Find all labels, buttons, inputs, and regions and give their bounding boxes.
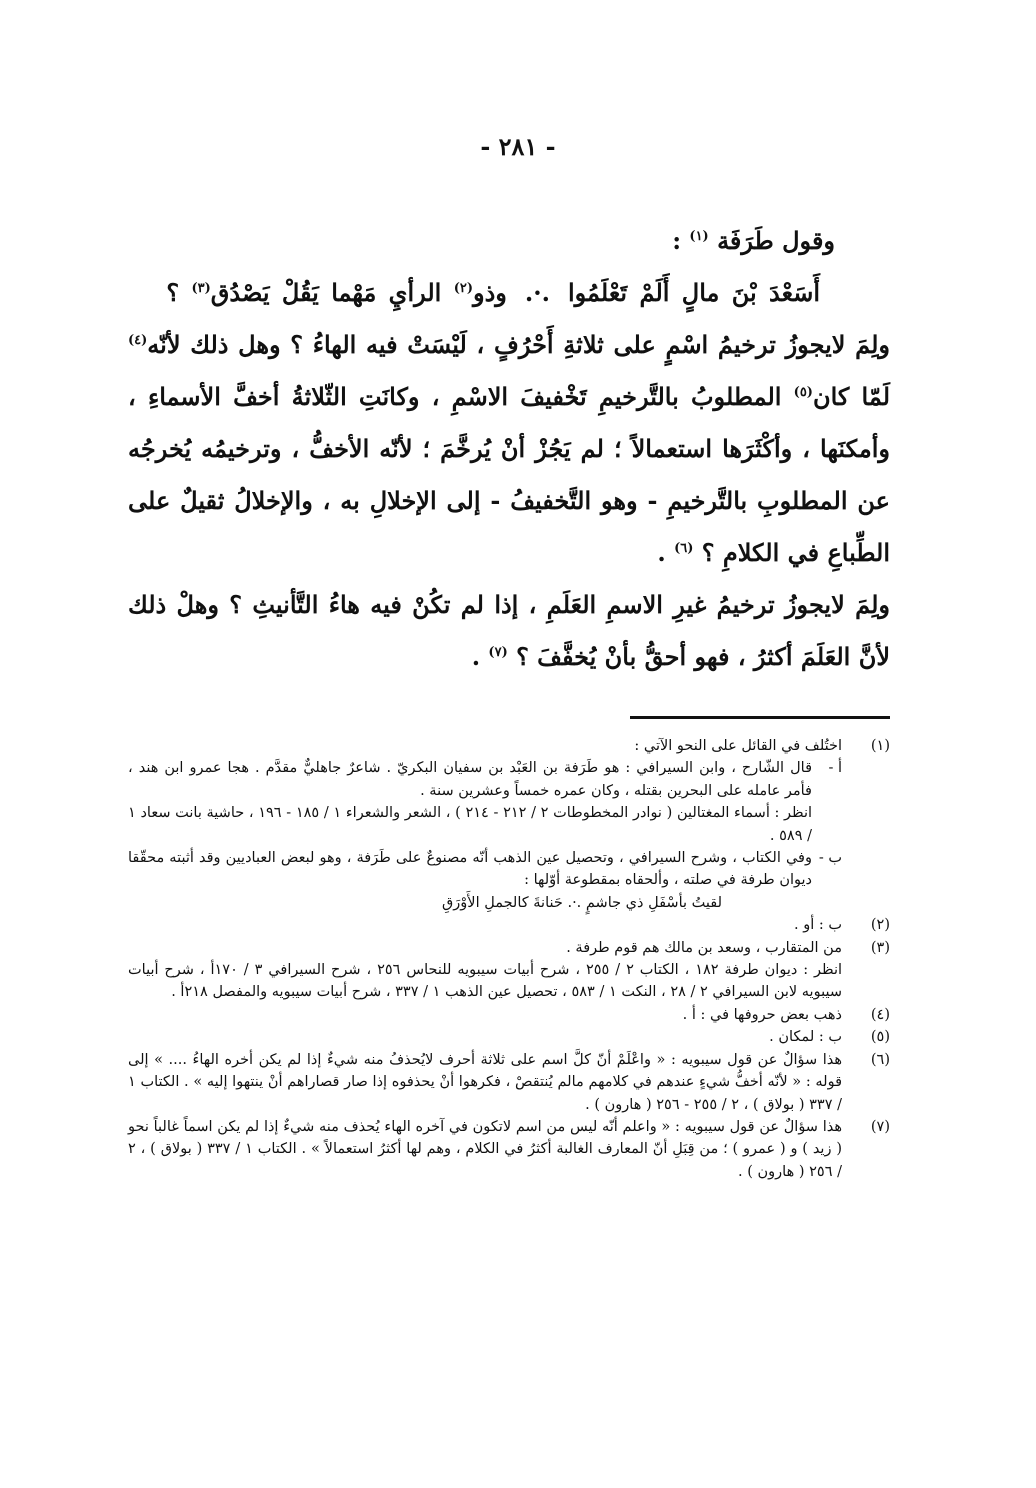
footnote-number: (٥) xyxy=(870,1029,890,1046)
footnote-body: هذا سؤالٌ عن قول سيبويه : « واعْلَمْ أنّ كلَّ اسم على ثلاثة أحرف لايُحذفُ منه شيءٌ إذا لم يكن أخره الهاءُ .... » إلى قوله : « لأنّه أخفُّ شيءٍ عندهم في كلامهم مالم يُنتقصْ ، فكرهوا أنْ يحذفوه إذا صار قصاراهم أنْ ينتهوا إليه » . الكتاب ١ / ٣٣٧ ( بولاق ) ، ٢ / ٢٥٥ - ٢٥٦ ( هارون ) . xyxy=(128,1051,842,1113)
footnote-ref-2: (٢) xyxy=(453,281,474,296)
footnote-number: (٤) xyxy=(870,1006,890,1023)
item-a-text: قال الشّارح ، وابن السيرافي : هو طَرَفة بن العَبْد بن سفيان البكريّ . شاعرٌ جاهليٌّ مقدَّم . هجا عمرو ابن هند ، فأمر عامله على البحرين بقتله ، وكان عمره خمساً وعشرين سنة . xyxy=(128,760,812,799)
verse-second-half-end: الرأيِ مَهْما يَقُلْ يَصْدُق xyxy=(210,278,442,307)
footnote-3 xyxy=(128,937,890,1004)
footnote-body xyxy=(128,735,842,914)
footnote-body: هذا سؤالٌ عن قول سيبويه : « واعلم أنّه ليس من اسم لاتكون في آخره الهاء يُحذف منه شيءٌ إذا لم يكن اسماً غالباً نحو ( زيد ) و ( عمرو ) ؛ من قِبَلِ أنّ المعارف الغالبة أكثرُ في الكلام ، وهم لها أكثرُ استعمالاً » . الكتاب ١ / ٣٣٧ ( بولاق ) ، ٢ / ٢٥٦ ( هارون ) . xyxy=(128,1118,842,1180)
footnote-3-reference: انظر : ديوان طرفة ١٨٢ ، الكتاب ٢ / ٢٥٥ ، شرح أبيات سيبويه للنحاس ٢٥٦ ، شرح السيرافي ٣ / ١٧٠أ ، شرح أبيات سيبويه لابن السيرافي ٢ / ٢٨ ، النكت ١ / ٥٨٣ ، تحصيل عين الذهب ١ / ٣٣٧ ، شرح أبيات سيبويه والمفصل ٢١٨أ . xyxy=(128,962,843,1001)
footnote-6 xyxy=(128,1049,890,1116)
footnote-ref-4: (٤) xyxy=(128,333,148,348)
intro-colon: : xyxy=(672,226,682,255)
footnote-number: (٣) xyxy=(870,939,890,956)
item-b-text: وفي الكتاب ، وشرح السيرافي ، وتحصيل عين الذهب أنّه مصنوعٌ على طَرَفة ، وهو لبعض العباديين وقد أثبته محقّقا ديوان طرفة في صلته ، وألحقاه بمقطوعة أوّلها : xyxy=(128,850,812,889)
footnote-ref-6: (٦) xyxy=(674,541,694,556)
item-b-poem: لقيتُ بأسْفَلِ ذي جاشمٍ .·. حَنانةَ كالجملِ الأَوْرَقِ xyxy=(442,894,722,911)
footnote-2 xyxy=(128,914,890,936)
paragraph-2 xyxy=(128,579,890,683)
footnote-1 xyxy=(128,735,890,914)
intro-line xyxy=(128,215,890,267)
footnote-number: (١) xyxy=(870,738,890,754)
item-b-label: ب - xyxy=(818,850,842,867)
footnote-1-intro: اختُلف في القائل على النحو الآتي : xyxy=(634,738,842,754)
footnote-number: (٧) xyxy=(870,1118,890,1135)
page-number: - ٢٨١ - xyxy=(480,132,556,161)
footnote-ref-5: (٥) xyxy=(793,385,813,400)
paragraph-1 xyxy=(128,319,890,579)
intro-text: وقول طَرَفَة xyxy=(717,226,835,255)
footnote-body: ذهب بعض حروفها في : أ . xyxy=(682,1006,842,1023)
paragraph-1-text-3: المطلوبُ بالتَّرخيمِ تَخْفيفَ الاسْمِ ، وكانَتِ الثّلاثةُ أخفَّ الأسماءِ ، وأمكنَها ، وأكْثَرَها استعمالاً ؛ لم يَجُزْ أنْ يُرخَّمَ ؛ لأنّه الأخفُّ ، وترخيمُه يُخرجُه عن المطلوبِ بالتَّرخيمِ - وهو التَّخفيفُ - إلى الإخلالِ به ، والإخلالُ ثقيلٌ على الطِّباعِ في الكلامِ ؟ xyxy=(128,382,890,567)
main-text xyxy=(128,215,890,683)
footnote-4 xyxy=(128,1004,890,1026)
paragraph-1-end: . xyxy=(657,538,666,567)
item-a-label: أ - xyxy=(828,760,842,777)
paragraph-2-text: ولِمَ لايجوزُ ترخيمُ غيرِ الاسمِ العَلَمِ ، إذا لم تكُنْ فيه هاءُ التَّأنيثِ ؟ وهلْ ذلك لأنَّ العَلَمَ أكثرُ ، فهو أحقُّ بأنْ يُخفَّفَ ؟ xyxy=(128,590,890,671)
footnote-1-item-b xyxy=(128,847,842,914)
footnote-ref-1: (١) xyxy=(689,229,709,244)
footnote-body: ب : أو . xyxy=(793,917,842,934)
footnote-ref-3: (٣) xyxy=(191,281,211,296)
paragraph-2-end: . xyxy=(471,642,481,671)
footnote-body xyxy=(128,937,842,1004)
footnote-divider xyxy=(630,716,890,719)
verse-question-mark: ؟ xyxy=(166,278,180,307)
verse-second-half-start: وذو xyxy=(473,278,507,307)
footnote-1-item-a xyxy=(128,757,842,847)
footnote-7 xyxy=(128,1116,890,1183)
footnotes xyxy=(128,735,890,1183)
paragraph-1-text: ولِمَ لايجوزُ ترخيمُ اسْمٍ على ثلاثةِ أَحْرُفٍ ، لَيْسَتْ فيه الهاءُ ؟ وهل ذلك لأنّه xyxy=(147,330,890,359)
verse-separator: .·. xyxy=(524,278,550,307)
footnote-body: ب : لمكان . xyxy=(769,1029,842,1046)
item-a-reference: انظر : أسماء المغتالين ( نوادر المخطوطات ٢ / ٢١٢ - ٢١٤ ) ، الشعر والشعراء ١ / ١٨٥ - ١٩٦ ، حاشية بانت سعاد ١ / ٥٨٩ . xyxy=(128,805,813,844)
verse-first-half: أَسَعْدَ بْنَ مالٍ أَلَمْ تَعْلَمُوا xyxy=(567,278,820,307)
footnote-number: (٦) xyxy=(870,1051,890,1068)
footnote-number: (٢) xyxy=(870,917,890,934)
footnote-5 xyxy=(128,1026,890,1048)
footnote-ref-7: (٧) xyxy=(488,645,508,660)
footnote-3-text: من المتقارب ، وسعد بن مالك هم قوم طرفة . xyxy=(566,939,842,956)
paragraph-1-text-2: لَمّا كان xyxy=(812,382,891,411)
verse-line xyxy=(128,267,890,319)
